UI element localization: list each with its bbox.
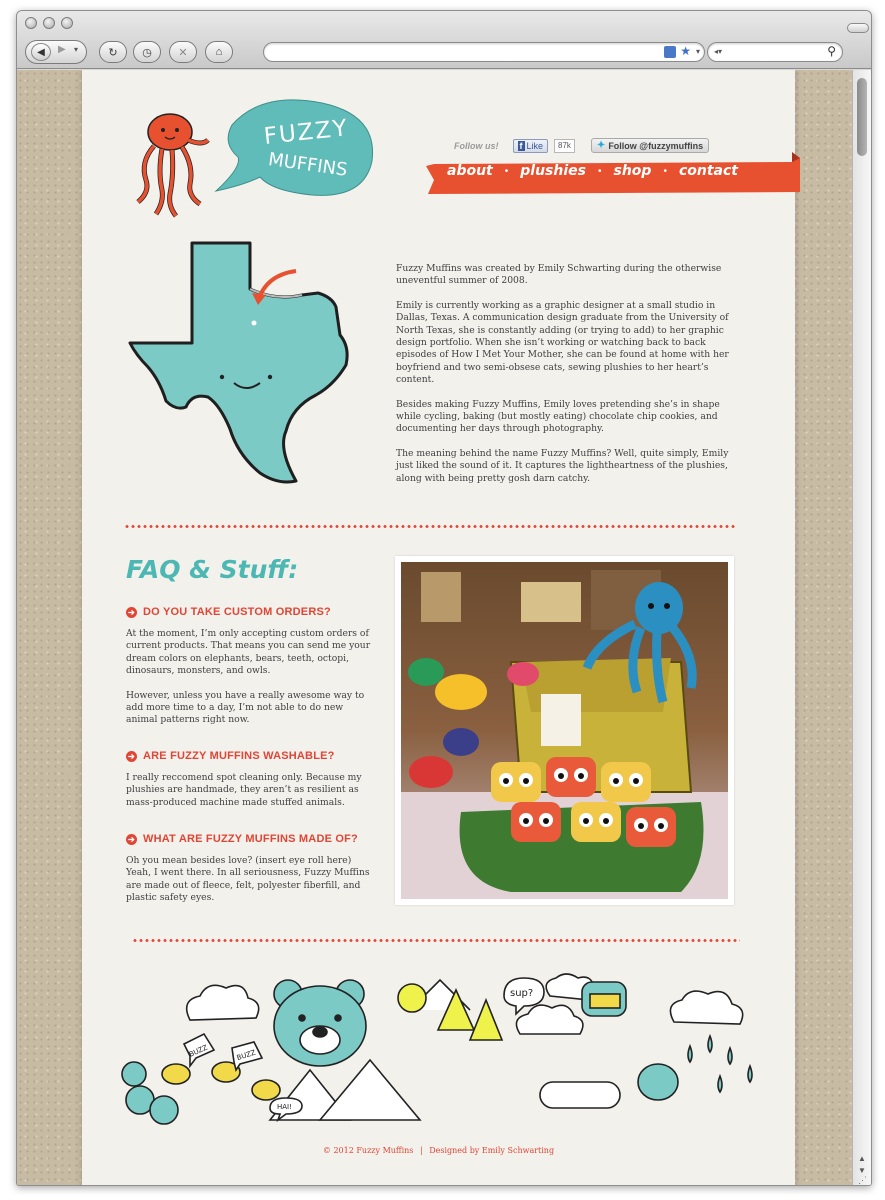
faq-question[interactable] [126, 750, 376, 762]
page [82, 70, 795, 1186]
arrow-right-icon: ➔ [126, 751, 137, 762]
faq-item [126, 606, 376, 739]
browser-window [16, 10, 872, 1186]
about-paragraph: The meaning behind the name Fuzzy Muffins? Well, quite simply, Emily just liked the sound of it. It captures the lightheartness of the plushies, along with being pretty gosh darn catchy. [396, 447, 729, 484]
forward-arrow-icon[interactable]: ▶ [58, 44, 66, 55]
about-paragraph: Fuzzy Muffins was created by Emily Schwarting during the otherwise uneventful summer of 2008. [396, 263, 722, 287]
bookmark-star-icon[interactable]: ★ [680, 44, 691, 58]
arrow-right-icon: ➔ [126, 607, 137, 618]
nav-plushies[interactable]: plushies [520, 163, 586, 179]
faq-question[interactable] [126, 606, 376, 618]
facebook-like-label: Like [526, 140, 544, 151]
logo-text-line1: FUZZY [262, 115, 351, 150]
facebook-icon: f [519, 140, 523, 151]
about-section [396, 263, 736, 497]
bubble-buzz-2: BUZZ [235, 1048, 257, 1063]
twitter-bird-icon: ✦ [596, 140, 606, 151]
address-bar[interactable] [263, 42, 705, 62]
nav-contact[interactable]: contact [678, 163, 738, 179]
faq-title: FAQ & Stuff: [126, 555, 299, 584]
bubble-buzz-1: BUZZ [187, 1043, 209, 1059]
texas-illustration [126, 235, 366, 490]
scroll-up-arrow-icon[interactable]: ▲ [858, 1154, 866, 1163]
close-window-button[interactable] [25, 17, 37, 29]
browser-toolbar [17, 11, 871, 69]
back-arrow-icon[interactable]: ◀ [31, 43, 51, 61]
bubble-sup: sup? [510, 988, 534, 999]
minimize-window-button[interactable] [43, 17, 55, 29]
history-button[interactable] [133, 41, 161, 63]
twitter-follow-label: Follow @fuzzymuffins [608, 140, 704, 151]
stop-button[interactable] [169, 41, 197, 63]
search-engine-dropdown-icon[interactable]: ◂▾ [714, 47, 723, 56]
history-dropdown-icon[interactable]: ▾ [74, 45, 79, 54]
home-button[interactable] [205, 41, 233, 63]
social-links [454, 138, 709, 153]
nav-separator: • [663, 165, 667, 177]
close-icon: ✕ [178, 46, 188, 59]
footer-separator: | [419, 1146, 423, 1155]
bubble-hai: HAI! [277, 1103, 292, 1111]
home-icon: ⌂ [215, 46, 223, 58]
back-forward-group [25, 40, 87, 64]
nav-about[interactable]: about [447, 163, 493, 179]
logo-text-line2: MUFFINS [266, 148, 349, 181]
footer-copyright: © 2012 Fuzzy Muffins [322, 1146, 414, 1155]
faq-question-text: DO YOU TAKE CUSTOM ORDERS? [143, 606, 331, 618]
scrollbar-thumb[interactable] [857, 78, 867, 156]
about-paragraph: Emily is currently working as a graphic designer at a small studio in Dallas, Texas. A communication design graduate from the University of North Texas, she is constantly adding (or trying to add) to her graphic design portfolio. When she isn’t working or watching back to back episodes of How I Met Your Mother, she can be found at home with her boyfriend and two semi-obsese cats, sewing plushies to her heart’s content. [396, 299, 729, 386]
faq-question-text: WHAT ARE FUZZY MUFFINS MADE OF? [143, 833, 358, 845]
scroll-down-arrow-icon[interactable]: ▼ [858, 1166, 866, 1175]
plushies-photo [401, 562, 728, 899]
search-bar[interactable] [707, 42, 843, 62]
facebook-like-count: 87k [554, 139, 575, 153]
faq-answer: I really reccomend spot cleaning only. Because my plushies are handmade, they aren’t as resilient as mass-produced machine made stuffed animals. [126, 772, 362, 808]
reload-icon: ↻ [108, 46, 118, 59]
fuzzy-muffins-logo[interactable] [202, 95, 382, 205]
nav-shop[interactable]: shop [613, 163, 652, 179]
faq-item [126, 750, 376, 821]
clock-icon: ◷ [142, 46, 152, 59]
toolbar-toggle-button[interactable] [847, 23, 869, 33]
facebook-like-button[interactable] [513, 139, 549, 153]
resize-grip-icon[interactable]: ⋰ [858, 1175, 867, 1185]
faq-item [126, 833, 376, 917]
footer-credit[interactable]: Designed by Emily Schwarting [429, 1146, 555, 1155]
search-icon[interactable]: ⚲ [827, 44, 836, 58]
faq-answer: However, unless you have a really awesome way to add more time to a day, I’m not able to do new animal patterns right now. [126, 689, 365, 726]
follow-label: Follow us! [454, 140, 499, 151]
chevron-down-icon[interactable]: ▾ [695, 47, 700, 56]
arrow-right-icon: ➔ [126, 834, 137, 845]
zoom-window-button[interactable] [61, 17, 73, 29]
reload-button[interactable] [99, 41, 127, 63]
dotted-divider [124, 525, 736, 528]
plushies-photo-frame [395, 556, 734, 905]
main-nav [447, 163, 738, 179]
about-paragraph: Besides making Fuzzy Muffins, Emily loves pretending she’s in shape while cycling, baking (but mostly eating) chocolate chip cookies, and documenting her days through photography. [396, 398, 720, 435]
twitter-follow-button[interactable] [591, 138, 709, 153]
faq-question[interactable] [126, 833, 376, 845]
faq-answer: At the moment, I’m only accepting custom orders of current products. That means you can send me your dream colors on elephants, bears, teeth, octopi, dinosaurs, monsters, and owls. [126, 628, 371, 677]
doodle-illustration [120, 970, 762, 1132]
nav-separator: • [597, 165, 602, 177]
page-footer [82, 1146, 795, 1155]
rss-icon[interactable] [664, 46, 676, 58]
viewport [17, 70, 854, 1186]
dotted-divider [132, 939, 740, 942]
nav-separator: • [504, 165, 509, 177]
faq-answer: Oh you mean besides love? (insert eye roll here) Yeah, I went there. In all seriousness, Fuzzy Muffins are made out of fleece, felt, polyester fiberfill, and plastic safety eyes. [126, 855, 370, 904]
vertical-scrollbar[interactable] [852, 70, 871, 1186]
faq-question-text: ARE FUZZY MUFFINS WASHABLE? [143, 750, 335, 762]
octopus-logo-icon[interactable] [132, 110, 212, 222]
